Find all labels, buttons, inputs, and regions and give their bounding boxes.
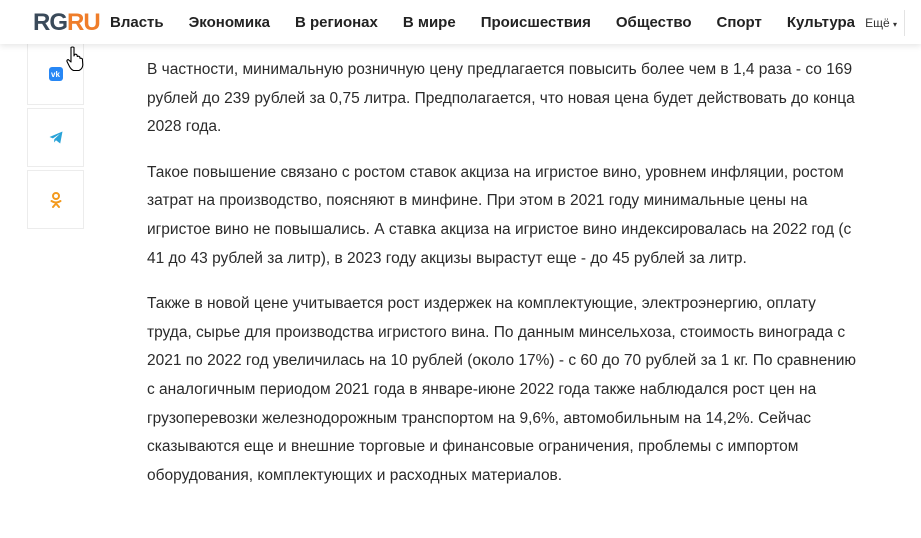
- nav-item-vlast[interactable]: Власть: [110, 13, 164, 31]
- share-ok-button[interactable]: [27, 170, 84, 229]
- hand-cursor-icon: [66, 46, 84, 72]
- share-telegram-button[interactable]: [27, 108, 84, 167]
- more-menu-button[interactable]: [865, 16, 897, 30]
- article-paragraph: Также в новой цене учитывается рост издержек на комплектующие, электроэнергию, оплату труда, сырье для производства игристого вина. По данным минсельхоза, стоимость винограда с 2021 по 2022 год увеличилась на 10 рублей (около 17%) - с 60 до 70 рублей за 1 кг. По сравнению с аналогичным периодом 2021 года в январе-июне 2022 года также наблюдался рост цен на грузоперевозки железнодорожным транспортом на 9,6%, автомобильным на 14,2%. Сейчас сказываются еще и внешние торговые и финансовые ограничения, проблемы с импортом оборудования, комплектующих и расходных материалов.: [147, 295, 857, 484]
- vk-icon: vk: [49, 67, 63, 81]
- nav-item-kultura[interactable]: Культура: [786, 13, 855, 31]
- caret-down-icon: ▾: [892, 20, 897, 29]
- article-paragraph: В частности, минимальную розничную цену предлагается повысить более чем в 1,4 раза - со 169 рублей до 239 рублей за 0,75 литра. Предполагается, что новая цена будет действовать до конца 2028 года.: [147, 61, 855, 136]
- article-body: [147, 56, 859, 507]
- nav-item-ekonomika[interactable]: Экономика: [188, 13, 270, 31]
- logo-ru: RU: [67, 9, 100, 36]
- site-logo[interactable]: [33, 9, 100, 37]
- site-header: [0, 0, 921, 44]
- article-paragraph: Такое повышение связано с ростом ставок акциза на игристое вино, уровнем инфляции, ростом затрат на производство, поясняют в минфине. При этом в 2021 году минимальные цены на игристое вино не повышались. А ставка акциза на игристое вино индексировалась на 2022 год (с 41 до 43 рублей за литр), в 2023 году акцизы вырастут еще - до 45 рублей за литр.: [147, 163, 852, 267]
- telegram-icon: [49, 131, 63, 144]
- odnoklassniki-icon: [50, 192, 62, 208]
- nav-item-proisshestviya[interactable]: Происшествия: [480, 13, 591, 31]
- header-divider: [904, 10, 905, 36]
- logo-rg: RG: [33, 9, 67, 36]
- nav-item-sport[interactable]: Спорт: [716, 13, 762, 31]
- main-nav: [110, 0, 880, 44]
- nav-item-v-mire[interactable]: В мире: [402, 13, 456, 31]
- nav-item-v-regionah[interactable]: В регионах: [294, 13, 378, 31]
- more-label: Ещё: [865, 16, 890, 30]
- nav-item-obshchestvo[interactable]: Общество: [615, 13, 692, 31]
